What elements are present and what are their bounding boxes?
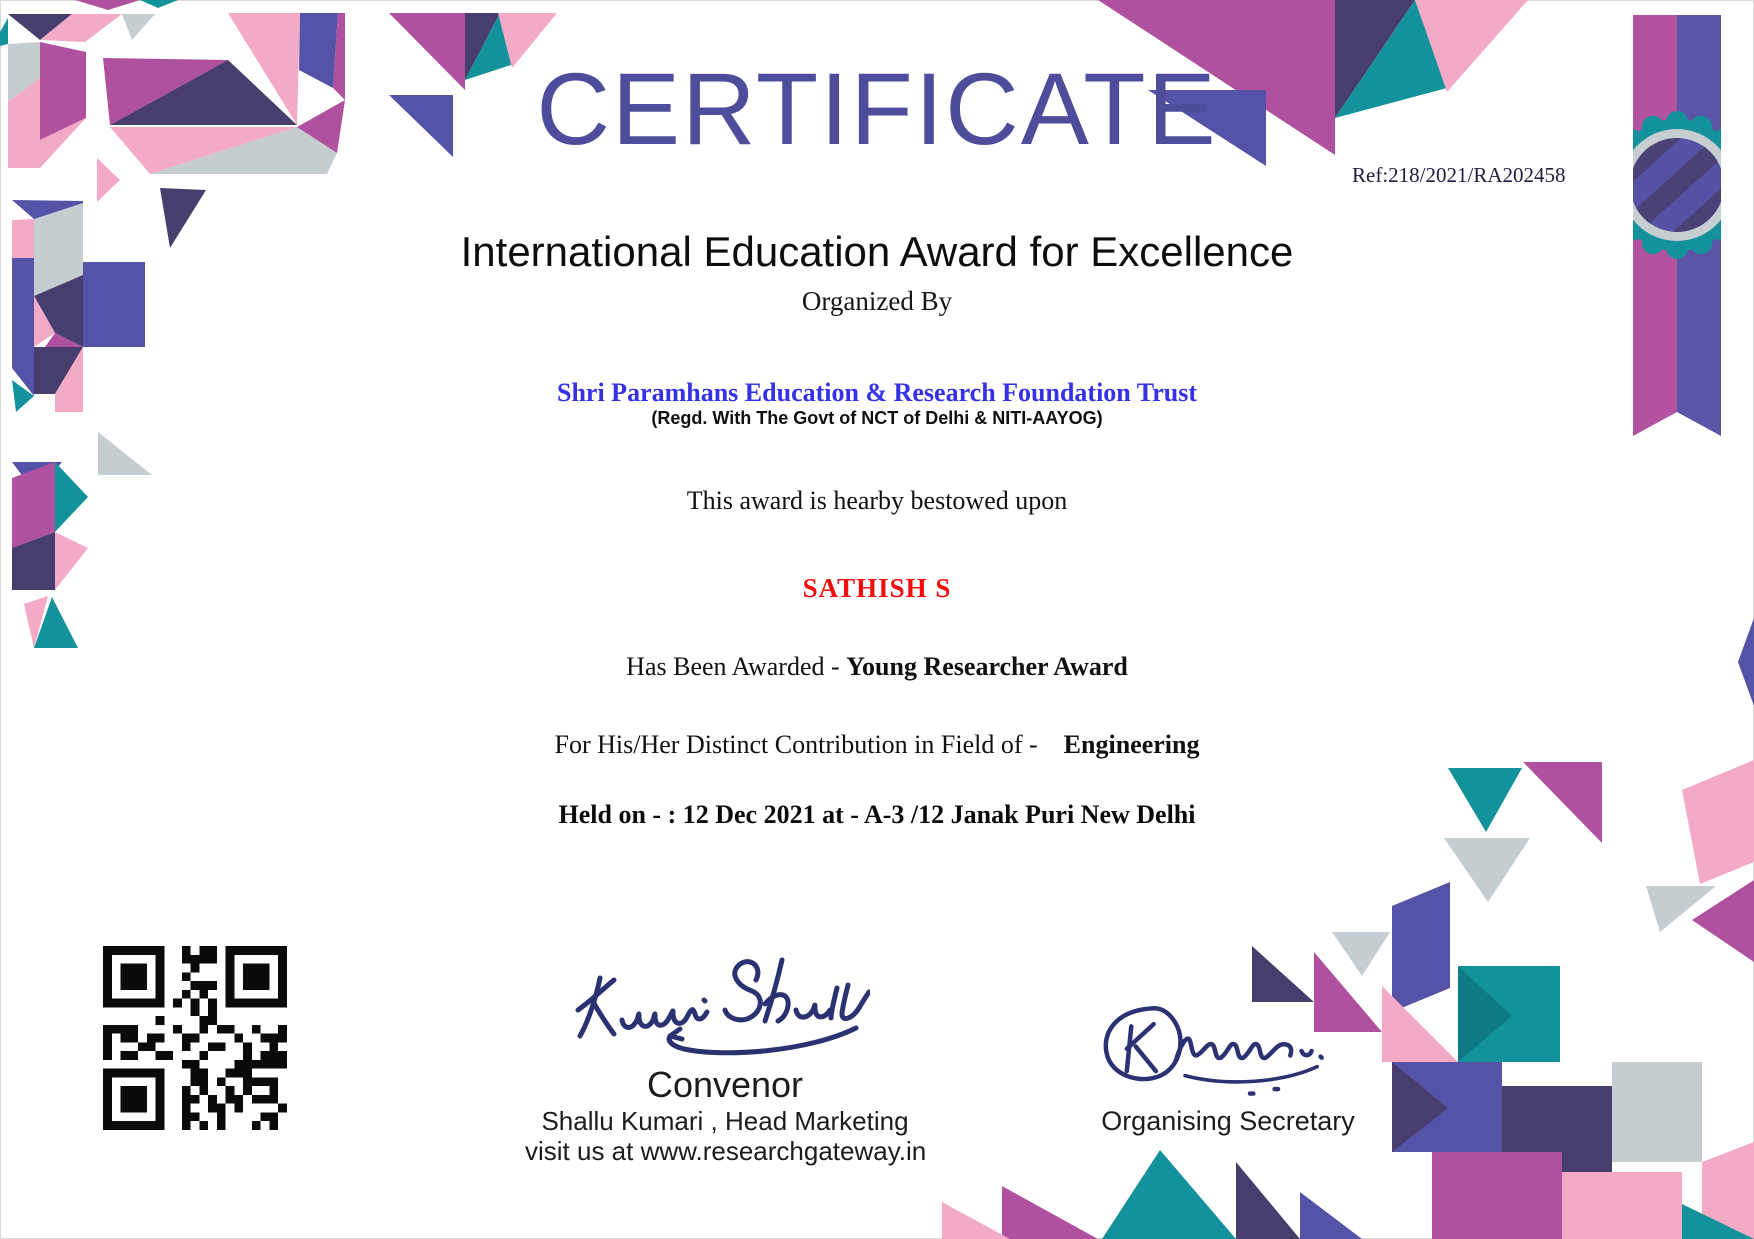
qr-code: [103, 946, 287, 1130]
award-name: Young Researcher Award: [846, 652, 1128, 681]
organising-secretary-label: Organising Secretary: [1101, 1106, 1355, 1136]
reference-number: Ref:218/2021/RA202458: [1352, 163, 1566, 187]
certificate-title: CERTIFICATE: [536, 52, 1218, 166]
convenor-name-line: Shallu Kumari , Head Marketing: [541, 1106, 909, 1136]
bestowed-line: This award is hearby bestowed upon: [686, 486, 1068, 515]
organization-name: Shri Paramhans Education & Research Foundation Trust: [557, 378, 1197, 407]
convenor-role-label: Convenor: [646, 1064, 804, 1105]
contribution-prefix: For His/Her Distinct Contribution in Field of -: [554, 730, 1038, 759]
secretary-signature-image: [1082, 995, 1362, 1107]
contribution-field: Engineering: [1063, 730, 1200, 759]
website-line: visit us at www.researchgateway.in: [525, 1136, 927, 1166]
bottom-center-decoration: [942, 1150, 1362, 1239]
event-line: Held on - : 12 Dec 2021 at - A-3 /12 Janak Puri New Delhi: [558, 800, 1196, 829]
organized-by-label: Organized By: [801, 286, 953, 316]
qr-code-image: [103, 946, 287, 1130]
awarded-line: [0, 652, 1754, 682]
organization-registration: (Regd. With The Govt of NCT of Delhi & NITI-AAYOG): [651, 408, 1103, 428]
convenor-signature-image: [560, 948, 870, 1073]
award-title: International Education Award for Excellence: [460, 228, 1294, 275]
contribution-line: [0, 730, 1754, 760]
recipient-name: SATHISH S: [802, 573, 952, 603]
awarded-prefix: Has Been Awarded -: [626, 652, 847, 681]
